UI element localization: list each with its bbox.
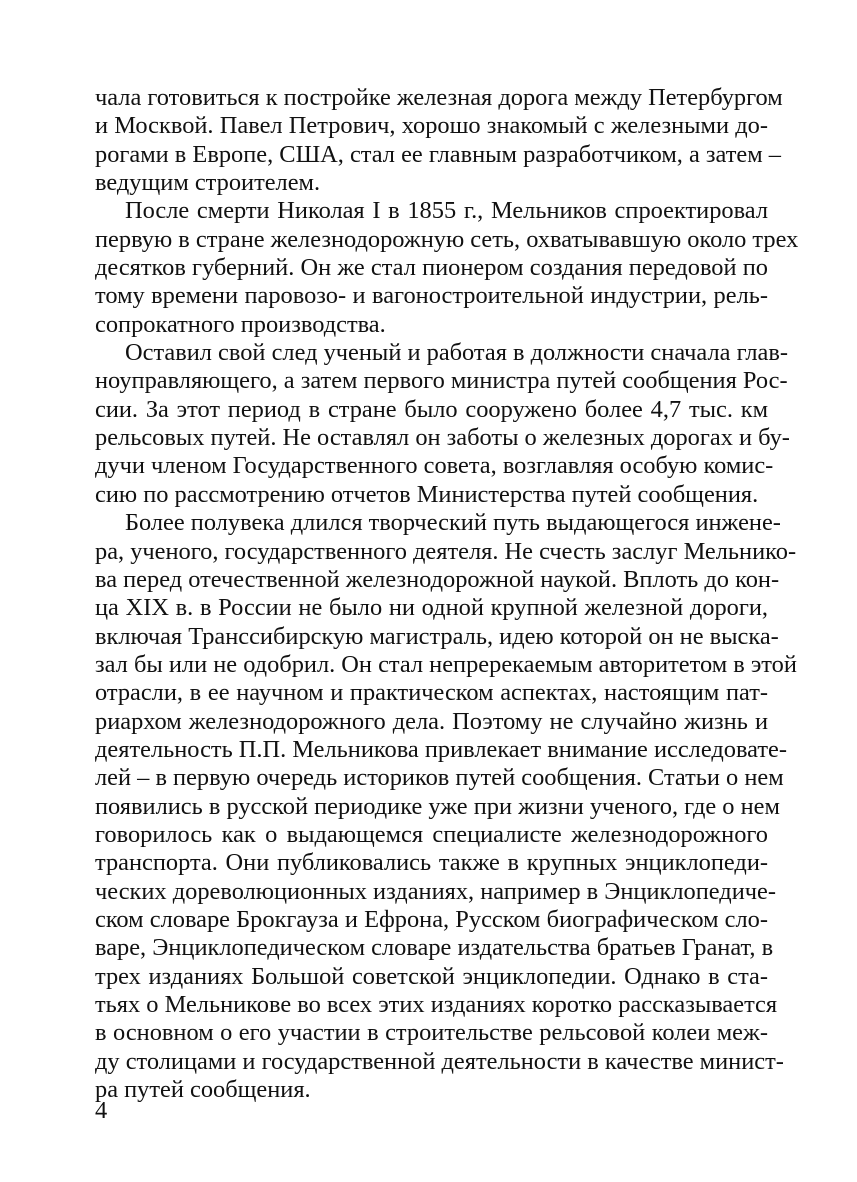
text-line: Оставил свой след ученый и работая в должности сначала глав- (125, 339, 788, 367)
text-line: транспорта. Они публиковались также в крупных энциклопеди- (95, 849, 768, 877)
text-line: тому времени паровозо- и вагоностроительной индустрии, рель- (95, 282, 768, 310)
page-number: 4 (95, 1097, 108, 1124)
text-line: ноуправляющего, а затем первого министра путей сообщения Рос- (95, 367, 788, 395)
text-line: сопрокатного производства. (95, 310, 386, 338)
text-line: ца XIX в. в России не было ни одной крупной железной дороги, (95, 594, 768, 622)
text-line: варе, Энциклопедическом словаре издательства братьев Гранат, в (95, 934, 774, 962)
text-line: чала готовиться к постройке железная дорога между Петербургом (95, 84, 783, 111)
text-line: ческих дореволюционных изданиях, например в Энциклопедиче- (95, 877, 776, 905)
text-line: риархом железнодорожного дела. Поэтому не случайно жизнь и (95, 707, 768, 735)
text-line: включая Транссибирскую магистраль, идею которой он не выска- (95, 622, 779, 650)
text-line: ведущим строителем. (95, 169, 321, 197)
paragraph-1 (95, 84, 783, 197)
text-line: ва перед отечественной железнодорожной наукой. Вплоть до кон- (95, 565, 780, 593)
text-line: рогами в Европе, США, стал ее главным разработчиком, а затем – (95, 140, 781, 168)
text-line: ра путей сообщения. (95, 1076, 311, 1104)
text-line: отрасли, в ее научном и практическом аспектах, настоящим пат- (95, 679, 768, 707)
text-line: в основном о его участии в строительстве рельсовой колеи меж- (95, 1019, 768, 1047)
text-line: ском словаре Брокгауза и Ефрона, Русском биографическом сло- (95, 905, 768, 933)
text-line: рельсовых путей. Не оставлял он заботы о железных дорогах и бу- (95, 424, 790, 452)
text-line: тьях о Мельникове во всех этих изданиях коротко рассказывается (95, 991, 778, 1018)
text-line: ду столицами и государственной деятельности в качестве минист- (95, 1047, 784, 1075)
body-text (95, 84, 799, 1104)
text-line: сии. За этот период в стране было сооружено более 4,7 тыс. км (95, 395, 768, 423)
text-line: ра, ученого, государственного деятеля. Не счесть заслуг Мельнико- (95, 537, 797, 565)
text-line: После смерти Николая I в 1855 г., Мельников спроектировал (125, 197, 768, 225)
text-line: дучи членом Государственного совета, возглавляя особую комис- (95, 452, 774, 480)
text-line: десятков губерний. Он же стал пионером создания передовой по (95, 254, 768, 282)
text-line: лей – в первую очередь историков путей сообщения. Статьи о нем (95, 764, 784, 792)
text-line: зал бы или не одобрил. Он стал непререкаемым авторитетом в этой (95, 650, 797, 678)
text-line: деятельность П.П. Мельникова привлекает внимание исследовате- (95, 735, 787, 763)
text-line: трех изданиях Большой советской энциклопедии. Однако в ста- (95, 962, 768, 990)
text-line: говорилось как о выдающемся специалисте железнодорожного (95, 820, 768, 848)
paragraph-3 (95, 339, 790, 509)
paragraph-2 (95, 197, 799, 339)
text-line: сию по рассмотрению отчетов Министерства путей сообщения. (95, 480, 759, 508)
text-line: появились в русской периодике уже при жизни ученого, где о нем (95, 792, 780, 820)
text-line: и Москвой. Павел Петрович, хорошо знакомый с железными до- (95, 112, 768, 140)
paragraph-4 (95, 509, 797, 1104)
text-line: Более полувека длился творческий путь выдающегося инжене- (125, 509, 781, 537)
text-line: первую в стране железнодорожную сеть, охватывавшую около трех (95, 225, 799, 253)
